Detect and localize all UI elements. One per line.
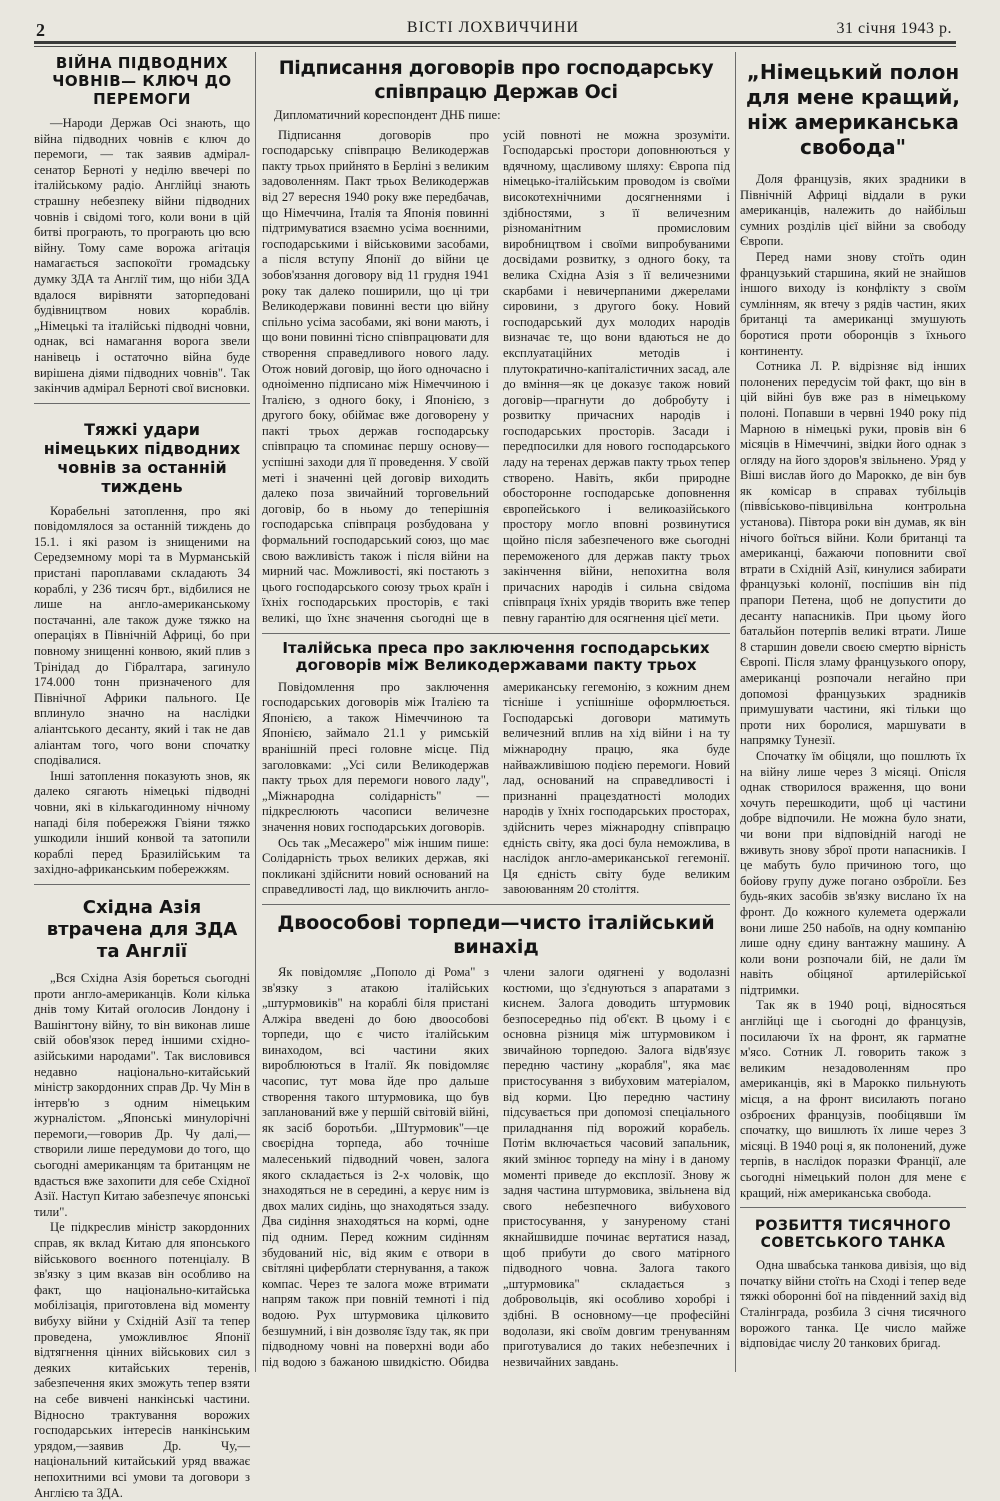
article-title-torpedoes: Двоособові торпеди—чисто італійський винахід — [277, 911, 715, 958]
divider — [34, 403, 250, 404]
article-text: Спочатку їм обіцяли, що пошлють їх на війну лише через 3 місяці. Опісля однак створилося враження, що вони хочуть перешкодити, щоб ці частини добре відпочили. Не можна було знати, чи вони при відповідній нагоді не вживуть знову зброї проти напасників. І це мабуть було причиною того, що бойову групу дуже погано озброїли. Без будь-яких засобів зв'язку вислано їх на фронт. До кожного кулемета одержали вони лише 250 набоїв, на одну компанію лише одну єдину вантажну машину. А коли вони розпочали бій, не дали їм навіть обіцяної артилерійської підтримки. — [740, 748, 966, 997]
article-text: „Вся Східна Азія бореться сьогодні проти англо-американців. Коли кілька днів тому Китай оголосив Лондону і Вашінгтону війну, то він виконав лише свій обов'язок перед іншими східно-азійськими народами". Так висловився недавно національно-китайський міністр закордонних справ Др. Чу Мін в інтерв'ю з одним німецьким журналістом. „Японські минулорічні перемоги,—говорив Др. Чу далі,—створили лише передумови до того, що сьогодні американцям та британцям не вдасться вже захопити для себе Східної Азії. Наступ Китаю забезпечує японські тили". — [34, 970, 250, 1219]
article-title-submarine-war: ВІЙНА ПІДВОДНИХ ЧОВНІВ— КЛЮЧ ДО ПЕРЕМОГИ — [52, 54, 232, 108]
article-title-soviet-tank: РОЗБИТТЯ ТИСЯЧНОГО СОВЕТСЬКОГО ТАНКА — [754, 1218, 952, 1252]
article-text: Як повідомляє „Пополо ді Рома" з зв'язку з атакою італійських „штурмовиків" на кораблі біля пристані Алжіра введені до бою двоособові торпеди, що є чисто італійським винаходом, всі частини яких вироблюються в Італії. Як повідомляє часопис, тут мова йде про дальше створення такого штурмовика, що був запланований вже у першій світовій війні, як засіб боротьби. „Штурмовик"—це своєрідна торпеда, або точніше малесенький підводний човен, залога якого складається із 2-х чоловік, що знаходяться не в середині, а керує ним із двох малих сидінь, що знаходяться ззаду. Два сидіння знаходяться на кормі, одне під одним. Перед кожним сидінням збудований ніс, від яким є отвори в світляні циферблати стернування, а також компас. Через те залога може втримати напрям також при повній темноті і під водою. Рух штурмовика цілковито безшумний, і він дозволяє їзду так, як при підводному човні на поверхні води або під водою з бажаною швидкістю. Обидва члени залоги одягнені у водолазні костюми, що з'єднуються з апаратами з киснем. Залога доводить штурмовик безпосередньо під об'єкт. В цьому і є основна різниця між штурмовиком і звичайною торпедою. Залога відв'язує передню частину „корабля", яка має пристосування з вибуховим матеріалом, від корми. Цю передню частину підсувається при допомозі спеціального приладнання під ворожий корабель. Потім включається часовий запальник, який змінює торпеду на міну і в даному моменті приведе до експлозії. Знову ж задня частина штурмовика, звільнена від свого небезпечного вибухового пристосування, у зануреному стані якнайшвидше починає вертатися назад, щоб прибути до свого матірного підводного човна. Залога такого „штурмовика" складається з добровольців, які особливо хоробрі і здібні. В основному—це професійні водолази, які своїм довгим тренуванням приготувалися до таких небезпечних і незвичайних завдань. — [262, 964, 730, 1369]
article-text: Сотника Л. Р. відрізняє від інших полонених передусім той факт, що він в цій війні був вже раз в німецькому полоні. Попавши в червні 1940 року під Марною в німецькі руки, провів він 6 місяців в Німеччині, звідки його однак з огляду на його здоров'я звільнено. Уряд у Віші вислав його до Марокко, де він був як комісар в справах тубільців (півві́ськово-півцивільна контрольна установа). Півтора роки він думав, як він нічого боїться війни. Коли британці та американці, бажаючи поповнити свої втрати в Східній Азії, кинулися забирати французькі колонії, поспішив він під прапори Петена, щоб не допустити до десанту напасників. При цьому його батальйон потерпів великі втрати. Лише 8 старшин довели своєю смертю вірність Європі. Після зламу французького опору, американці розпочали негайно при допомозі французьких зрадників примушувати частини, які тільки що проти них боролися, маршувати в напрямку Тунезії. — [740, 359, 966, 748]
article-byline: Дипломатичний кореспондент ДНБ пише: — [274, 108, 501, 122]
article-text: Перед нами знову стоїть один французький старшина, який не знайшов іншого виходу із конфлікту з своїм сумлінням, як втечу з рядів частин, яких британці та американці змушують боротися проти оборонців з їхнього континенту. — [740, 249, 966, 358]
paper-name: ВІСТІ ЛОХВИЧЧИНИ — [406, 19, 580, 36]
article-text: Одна швабська танкова дивізія, що від початку війни стоїть на Сході і тепер веде тяжкі оборонні бої на південний захід від Сталінграда, розбила 3 січня тисячного ворожого танка. Це число майже відповідає числу 20 танкових бригад. — [740, 1258, 966, 1351]
column-divider — [735, 52, 736, 1372]
article-text: Це підкреслив міністр закордонних справ, як вклад Китаю для японського військового воєнного потенціалу. В зв'язку з цим вказав він особливо на факт, що національно-китайська мобілізація, приготовлена від моменту вибуху війни у Східній Азії та тепер проведена, уможливлює Японії відтягнення цінних військових сил з деяких китайських теренів, забезпечення яких зможуть тепер взяти на себе вивчені нанкінські частини. Відносно трактування ворожих господарських інтересів нанкінським урядом,—заявив Др. Чу,—національний китайський уряд вважає непохитними всі умови та договори з Англією та ЗДА. — [34, 1220, 250, 1500]
masthead-rule-thin — [34, 46, 956, 47]
article-text: —Народи Держав Осі знають, що війна підводних човнів є ключ до перемоги, — так заявив адмірал-сенатор Берноті у неділю ввечері по італійському радіо. Англійці знають страшну небезпеку війни підводних човнів і свідомі того, коли вони в цій битві програють, то програють цю всю війну. Тому саме ворожа агітація намагається заспокоїти громадську думку ЗДА та Англії тим, що ніби ЗДА вдалося вирівняти заторпедовані будівництвом нових кораблів. „Німецькі та італійські підводні човни, однак, всі намагання ворога звели нанівець і остаточно війна буде вирішена діями підводних човнів". Так закінчив адмірал Берноті свої висновки. — [34, 116, 250, 396]
article-body-italian-press — [262, 680, 730, 898]
article-text: Підписання договорів про господарську співпрацю Великодержав пакту трьох прийнято в Берліні з великим задоволенням. Пакт трьох Великодержав від 27 вересня 1940 року вже передбачав, що Німеччина, Італія та Японія повинні підтримуватися взаємно усіма воєнними, господарськими і військовими засобами, а після вступу Японії до війни це зобов'язання договору від 11 грудня 1941 року так далеко поширили, що ці три Великодержави повинні вести цю війну спільно усіма засобами, які вони мають, і що вони повинні тісно співпрацювати для створення справедливого нового ладу. Отож новий договір, що його одночасно і одноіменно підписано між Німеччиною і Італією, з одного боку, і Японією, з другого боку, обіймає вже договорену у пакті трьох держав господарську співпрацю та споминає першу основу—успішні заходи для її проведення. У своїй меті і значенні цей договір виходить далеко поза звичайний торговельний договір, бо в ньому до теперішнія господарська співпраця розбудована у формальний господарський союз, що має свою важливість також і після війни на мирний час. Можливості, які постають з цього господарського союзу трьох країн і їхніх господарських просторів, є такі великі, що їхнє значення сьогодні ще в усій повноті не можна зрозуміти. Господарські простори доповнюються у вдячному, щасливому шляху: Європа під німецько-італійським проводом із своїми високотехнічними досягненнями і здібностями, з її величезним різноманітним промисловим виробництвом і своїми випробуваними досвідами розвитку, з одного боку, та велика Східна Азія з її величезними скарбами і невичерпаними джерелами сировини, з другого боку. Новий господарський дух молодих народів визначає те, що вони вдаються не до експлуатаційних методів і плутократично-капіталістичних засад, але до вміння—як це доказує також новий договір—прагнути до добробуту і розвитку причасних народів і господарських просторів. Засади і передпосилки для нового господарського ладу на теренах держав пакту трьох тепер створено. Навіть, якби природне обосторонне господарське доповнення європейського і великоазійського простору могло вповні розвинутися щойно після забезпеченого вже сьогодні переможеного для держав пакту трьох закінчення війни, непохитна воля причасних народів і сильна свідома співпраця їхніх урядів творить вже тепер певну гарантію для осягнення цієї мети. — [262, 127, 730, 625]
right-column — [740, 52, 966, 1372]
divider — [262, 904, 730, 905]
divider — [740, 1207, 966, 1208]
divider — [262, 633, 730, 634]
article-title-heavy-blows: Тяжкі удари німецьких підводних човнів за останній тиждень — [43, 419, 241, 496]
article-text: Інші затоплення показують знов, як далеко сягають німецькі підводні човни, які в кількагодинному нічному нападі біля побережжя Гвіяни тяжко ушкодили інший конвой та затопили кораблі перед Бразилійським та західно-африканським побережжям. — [34, 768, 250, 877]
article-body-main — [262, 128, 730, 627]
page-number: 2 — [36, 20, 45, 40]
article-text: Ось так „Месажеро" між іншим пише: Солідарність трьох великих держав, які покликані здійснити новий оснований на справедливості лад, що виключить англо-американську гегемонію, з кожним днем тісніше і успішніше оформлюється. Господарські договори матимуть величезний вплив на хід війни і на ту міжнародну працю, яка буде найважливішою подією перемоги. Новий лад, оснований на справедливості і признанні працездатності молодих народів у їхніх господарських просторах, здійснить через міжнародну співпрацю єдність світу, яка досі була неможлива, в наслідок англо-американської гегемонії. Ця єдність світу буде великим завоюванням 20 століття. — [262, 679, 730, 897]
issue-date: 31 січня 1943 р. — [836, 20, 952, 37]
article-text: Доля французів, яких зрадники в Північній Африці віддали в руки американців, належить до найбільш сумних розділів цієї війни за свободу Європи. — [740, 172, 966, 249]
article-text: Так як в 1940 році, відносяться англійці ще і сьогодні до французів, посилаючи їх на фронт, як гарматне м'ясо. Сотник Л. говорить також з великим незадоволенням про американців, які в Марокко пильнують місця, а на фронт висилають погано озброєних французів, пообіцявши їм спочатку, що вишлють їх лише через 3 місяці. В 1940 році я, як полонений, дуже терпів, в наслідок поразки Франції, але сьогодні німецький полон для мене є кращий, ніж американська свобода. — [740, 998, 966, 1200]
article-text: Корабельні затоплення, про які повідомлялося за останній тиждень до 15.1. і які разом із знищеними на Середземному морі та в Мурманській пристані пароплавами складають 34 кораблі, у 236 тисяч брт., відбилися не лише на англо-американському постачанні, але також дуже тяжко на операціях в Північній Африці, бо при повному знищенні конвою, який плив з Трінідад до Гібралтара, загинуло 174.000 тонн призначеного для Північної Африки пального. Це вплинуло значно на наслідки аліантського десанту, який і так не дав аліантам того, чого вони спочатку сподівалися. — [34, 503, 250, 768]
article-text: Повідомлення про заключення господарських договорів між Італією та Японією, а також Німеччиною та Японією, займало 21.1 у римській вранішній пресі головне місце. Під заголовками: „Усі сили Великодержав пакту трьох для перемоги нового ладу", „Міжнародна солідарність" — підкреслюють часописи величезне значення нових господарських договорів. — [262, 679, 489, 834]
masthead-rule — [34, 41, 956, 44]
article-title-east-asia: Східна Азія втрачена для ЗДА та Англії — [46, 896, 238, 962]
article-body-torpedoes — [262, 965, 730, 1370]
column-divider — [255, 52, 256, 1372]
article-title-italian-press: Італійська преса про заключення господарських договорів між Великодержавами пакту трьох — [282, 638, 710, 674]
article-title-main: Підписання договорів про господарську співпрацю Держав Осі — [278, 57, 714, 103]
divider — [34, 884, 250, 885]
left-column — [34, 52, 250, 1500]
article-title-captivity: „Німецький полон для мене кращий, ніж американська свобода" — [746, 60, 960, 159]
center-column — [262, 52, 730, 1372]
